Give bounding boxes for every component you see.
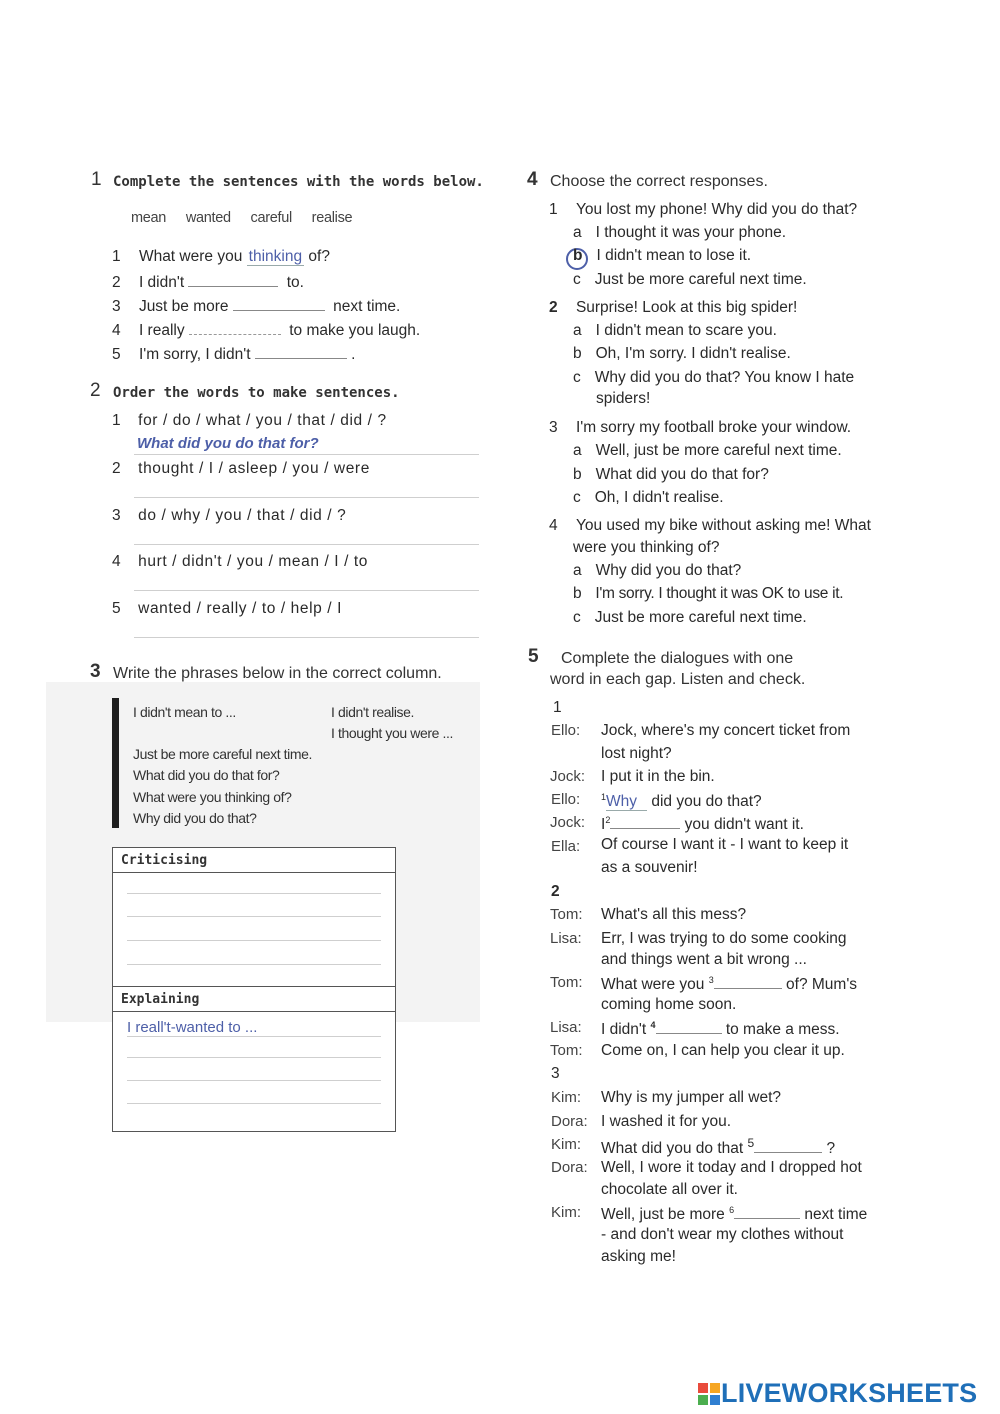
dialogue-line-gap-4: I didn't $^4$ to make a mess. <box>601 1019 840 1038</box>
ex4-q3-option-b[interactable]: b What did you do that for? <box>573 466 769 483</box>
speaker: Lisa: <box>550 930 582 947</box>
ex4-question-1: 1 You lost my phone! Why did you do that? <box>549 201 858 218</box>
phrase-gap <box>133 723 312 744</box>
criticising-header: Criticising <box>121 853 208 868</box>
ex1-blank-3[interactable] <box>233 296 325 311</box>
dialogue-line: Err, I was trying to do some cooking <box>601 930 847 947</box>
phrase: I didn't realise. <box>331 704 415 720</box>
ex1-blank-2[interactable] <box>188 272 278 287</box>
dialogue-line: What's all this mess? <box>601 906 747 923</box>
speaker: Tom: <box>550 974 583 991</box>
ex3-number: 3 <box>90 661 101 682</box>
ex2-item-5: 5 wanted / really / to / help / I <box>112 600 342 617</box>
speaker: Ella: <box>551 838 581 855</box>
phrase: What were you thinking of? <box>133 788 292 805</box>
dialogue-line: - and don't wear my clothes without <box>601 1226 844 1243</box>
criticising-header-row <box>113 848 395 873</box>
explaining-line-3[interactable] <box>127 1080 381 1081</box>
dialogue-2-number: 2 <box>551 883 560 900</box>
ex4-question-3: 3 I'm sorry my football broke your window. <box>549 419 852 436</box>
ex2-instruction: Order the words to make sentences. <box>113 385 400 401</box>
explaining-line-4[interactable] <box>127 1103 381 1104</box>
ex1-instruction: Complete the sentences with the words below. <box>113 174 484 190</box>
ex1-item-3: 3 Just be more next time. <box>112 298 401 315</box>
explaining-answer[interactable]: I reall't-wanted to ... <box>127 1019 258 1036</box>
ex2-item-2: 2 thought / I / asleep / you / were <box>112 460 370 477</box>
gap-5-blank[interactable] <box>754 1138 822 1153</box>
word-mean: mean <box>131 210 167 226</box>
ex2-answer-1[interactable]: What did you do that for? <box>137 435 319 452</box>
speaker: Ello: <box>551 791 581 808</box>
ex4-question-4: 4 You used my bike without asking me! What <box>549 517 871 534</box>
liveworksheets-logo-icon <box>698 1383 720 1405</box>
ex2-number: 2 <box>90 380 101 401</box>
dialogue-line-gap-1: $^1$Why did you do that? <box>601 792 762 811</box>
dialogue-line: as a souvenir! <box>601 859 698 876</box>
speaker: Jock: <box>550 768 586 785</box>
dialogue-line: Of course I want it - I want to keep it <box>601 836 849 853</box>
ex1-number: 1 <box>91 169 102 190</box>
dialogue-line-gap-6: Well, just be more $^6$ next time <box>601 1204 868 1223</box>
dialogue-line: chocolate all over it. <box>601 1181 738 1198</box>
ex4-q4-option-c[interactable]: c Just be more careful next time. <box>573 609 807 626</box>
explaining-header-row <box>113 986 395 1012</box>
dialogue-line-gap-2: $I^2$ you didn't want it. <box>601 814 804 833</box>
ex4-q1-option-a[interactable]: a I thought it was your phone. <box>573 224 787 241</box>
ex1-item-5: 5 I'm sorry, I didn't . <box>112 346 356 363</box>
ex3-table <box>112 847 396 1132</box>
ex1-blank-5[interactable] <box>255 344 347 359</box>
ex4-q2-option-b[interactable]: b Oh, I'm sorry. I didn't realise. <box>573 345 791 362</box>
gap-3-blank[interactable] <box>714 974 782 989</box>
ex3-phrases-left <box>133 702 312 829</box>
dialogue-line: Jock, where's my concert ticket from <box>601 722 851 739</box>
gap-6-blank[interactable] <box>734 1204 800 1219</box>
explaining-line-2[interactable] <box>127 1057 381 1058</box>
phrase: Why did you do that? <box>133 809 257 826</box>
ex1-answer-1[interactable]: thinking <box>248 248 303 265</box>
word-wanted: wanted <box>185 210 231 226</box>
ex2-item-1: 1 for / do / what / you / that / did / ? <box>112 412 387 429</box>
dialogue-3-number: 3 <box>551 1065 560 1082</box>
ex4-q2-option-c-cont: spiders! <box>596 390 651 407</box>
ex4-q3-option-a[interactable]: a Well, just be more careful next time. <box>573 442 842 459</box>
ex2-answer-line-5[interactable] <box>134 637 479 638</box>
dialogue-line: Well, I wore it today and I dropped hot <box>601 1159 862 1176</box>
ex4-q2-option-a[interactable]: a I didn't mean to scare you. <box>573 322 777 339</box>
ex3-instruction: Write the phrases below in the correct column. <box>113 665 442 682</box>
gap-2-blank[interactable] <box>610 814 680 829</box>
ex2-answer-line-3[interactable] <box>134 544 479 545</box>
ex5-instruction-2: word in each gap. Listen and check. <box>550 671 806 688</box>
ex4-q4-option-a[interactable]: a Why did you do that? <box>573 562 742 579</box>
phrase-box-bar <box>112 698 119 828</box>
gap-4-blank[interactable] <box>656 1019 722 1034</box>
ex2-item-3: 3 do / why / you / that / did / ? <box>112 507 347 524</box>
speaker: Dora: <box>551 1159 588 1176</box>
ex4-number: 4 <box>527 169 538 190</box>
speaker: Kim: <box>551 1089 581 1106</box>
speaker: Dora: <box>551 1113 588 1130</box>
ex1-item-2: 2 I didn't to. <box>112 274 304 291</box>
dialogue-line: asking me! <box>601 1248 676 1265</box>
ex2-answer-line-4[interactable] <box>134 590 479 591</box>
dialogue-line-gap-3: What were you $^3$ of? Mum's <box>601 974 858 993</box>
ex1-word-box <box>131 210 352 226</box>
phrase: I thought you were ... <box>331 725 453 742</box>
liveworksheets-text: LIVEWORKSHEETS <box>721 1378 978 1408</box>
ex5-number: 5 <box>528 646 539 667</box>
dialogue-line: and things went a bit wrong ... <box>601 951 807 968</box>
ex4-q3-option-c[interactable]: c Oh, I didn't realise. <box>573 489 724 506</box>
ex4-q1-option-b[interactable]: b I didn't mean to lose it. <box>573 247 752 264</box>
criticising-line-2[interactable] <box>127 916 381 917</box>
ex1-blank-4[interactable] <box>189 320 281 335</box>
phrase: Just be more careful next time. <box>133 746 313 763</box>
dialogue-line: Come on, I can help you clear it up. <box>601 1042 845 1059</box>
ex1-item-1: 1 What were you thinking of? <box>112 248 330 265</box>
ex4-q4-option-b[interactable]: b I'm sorry. I thought it was OK to use it. <box>573 585 844 602</box>
ex4-instruction: Choose the correct responses. <box>550 173 768 190</box>
speaker: Jock: <box>550 814 586 831</box>
ex4-q2-option-c[interactable]: c Why did you do that? You know I hate <box>573 369 855 386</box>
criticising-line-4[interactable] <box>127 964 381 965</box>
ex2-item-4: 4 hurt / didn't / you / mean / I / to <box>112 553 369 570</box>
ex4-question-2: 2 Surprise! Look at this big spider! <box>549 299 798 316</box>
ex5-instruction-1: Complete the dialogues with one <box>561 650 794 667</box>
dialogue-line: I put it in the bin. <box>601 768 715 785</box>
dialogue-line: coming home soon. <box>601 996 737 1013</box>
dialogue-line-gap-5: What did you do that $^5$ ? <box>601 1136 836 1158</box>
speaker: Ello: <box>551 722 581 739</box>
ex2-answer-line-2[interactable] <box>134 497 479 498</box>
ex4-question-4-cont: were you thinking of? <box>573 539 720 556</box>
dialogue-line: I washed it for you. <box>601 1113 732 1130</box>
phrase: What did you do that for? <box>133 767 280 784</box>
word-realise: realise <box>311 210 353 226</box>
criticising-line-1[interactable] <box>127 893 381 894</box>
ex3-phrases-right <box>331 702 453 744</box>
speaker: Lisa: <box>550 1019 582 1036</box>
ex1-item-4: 4 I really to make you laugh. <box>112 322 421 339</box>
criticising-line-3[interactable] <box>127 940 381 941</box>
phrase: I didn't mean to ... <box>133 704 236 720</box>
speaker: Tom: <box>550 1042 583 1059</box>
speaker: Kim: <box>551 1204 581 1221</box>
speaker: Tom: <box>550 906 583 923</box>
dialogue-line: lost night? <box>601 745 672 762</box>
dialogue-1-number: 1 <box>553 699 562 716</box>
explaining-header: Explaining <box>121 992 200 1007</box>
word-careful: careful <box>250 210 292 226</box>
dialogue-line: Why is my jumper all wet? <box>601 1089 782 1106</box>
ex4-q1-option-c[interactable]: c Just be more careful next time. <box>573 271 807 288</box>
speaker: Kim: <box>551 1136 581 1153</box>
gap-1-answer[interactable]: Why <box>606 793 647 811</box>
